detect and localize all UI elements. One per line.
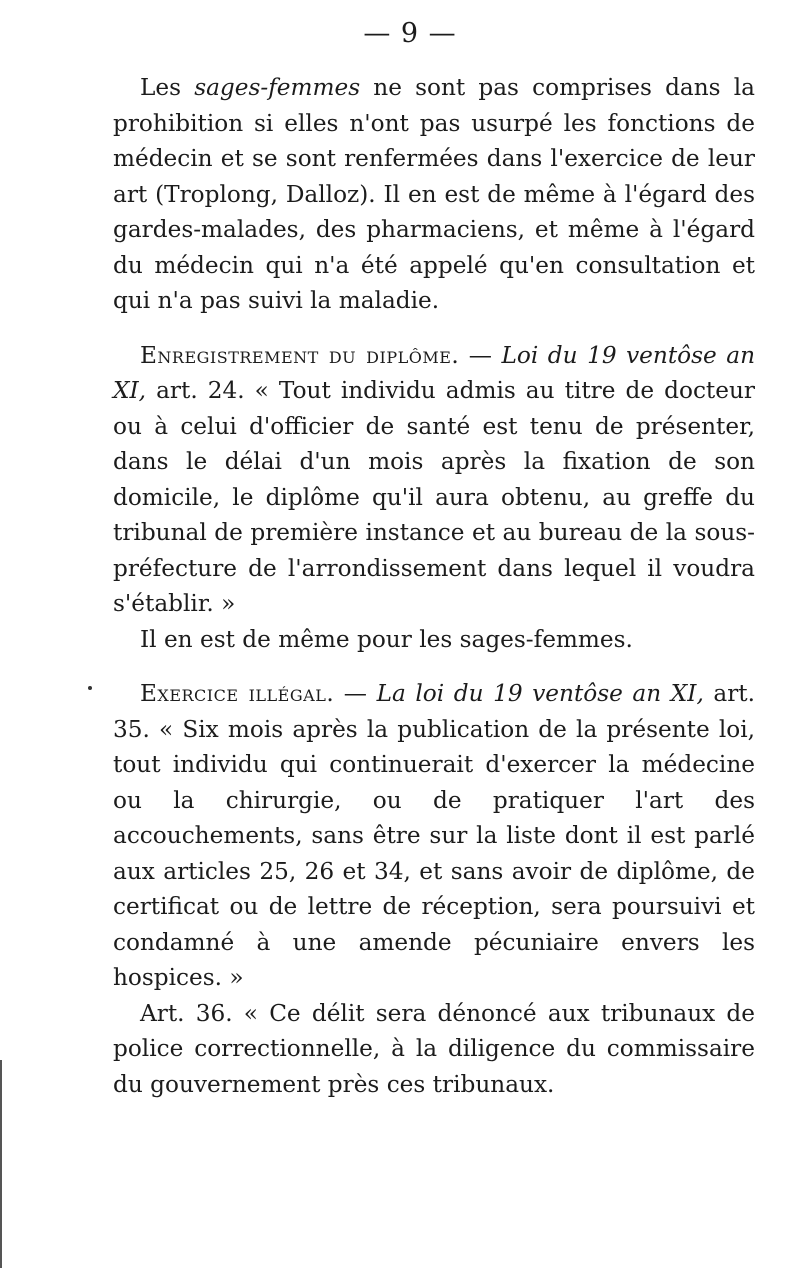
paragraph-article-36: Art. 36. « Ce délit sera dénoncé aux tribunaux de police correctionnelle, à la diligence du commissaire du gouvernement près ces tribunaux. bbox=[113, 999, 755, 1098]
heading-dash: — bbox=[459, 341, 502, 369]
paragraph-sages-femmes-note: Il en est de même pour les sages-femmes. bbox=[140, 625, 633, 653]
paragraph-sages-femmes bbox=[113, 70, 755, 319]
italic-term: sages-femmes bbox=[194, 74, 361, 101]
page-number: — 9 — bbox=[363, 18, 457, 49]
law-citation: La loi du 19 ventôse an XI, bbox=[376, 680, 704, 707]
section-heading-enregistrement: Enregistrement du diplôme. bbox=[140, 341, 460, 369]
paragraph-text: art. 24. « Tout individu admis au titre de docteur ou à celui d'officier de santé est tenu de présenter, dans le délai d'un mois après la fixation de son domicile, le diplôme qu'il aura obtenu, au greffe du tribunal de première instance et au bureau de la sous-préfecture de l'arrondissement dans lequel il voudra s'établir. » bbox=[113, 377, 755, 617]
paragraph-text: ne sont pas comprises dans la prohibition si elles n'ont pas usurpé les fonctions de médecin et se sont renfermées dans l'exercice de leur art (Troplong, Dalloz). Il en est de même à l'égard des gardes-malades, des pharmaciens, et même à l'égard du médecin qui n'a été appelé qu'en consultation et qui n'a pas suivi la maladie. bbox=[113, 74, 755, 314]
margin-mark bbox=[88, 686, 92, 690]
law-citation: Loi du 19 ventôse an XI, bbox=[113, 341, 756, 404]
paragraph-text: Les bbox=[140, 74, 195, 101]
paragraph-exercice-illegal bbox=[113, 676, 755, 996]
paragraph-text: art. 35. « Six mois après la publication de la présente loi, tout individu qui continuerait d'exercer la médecine ou la chirurgie, ou de pratiquer l'art des accouchements, sans être sur la liste dont il est parlé aux articles 25, 26 et 34, et sans avoir de diplôme, de certificat ou de lettre de réception, sera poursuivi et condamné à une amende pécuniaire envers les hospices. » bbox=[113, 680, 755, 991]
paragraph-enregistrement bbox=[113, 338, 755, 622]
page-body bbox=[113, 70, 755, 1102]
page-edge-rule bbox=[0, 1060, 2, 1268]
section-heading-exercice-illegal: Exercice illégal. bbox=[140, 680, 335, 707]
heading-dash: — bbox=[334, 680, 377, 707]
